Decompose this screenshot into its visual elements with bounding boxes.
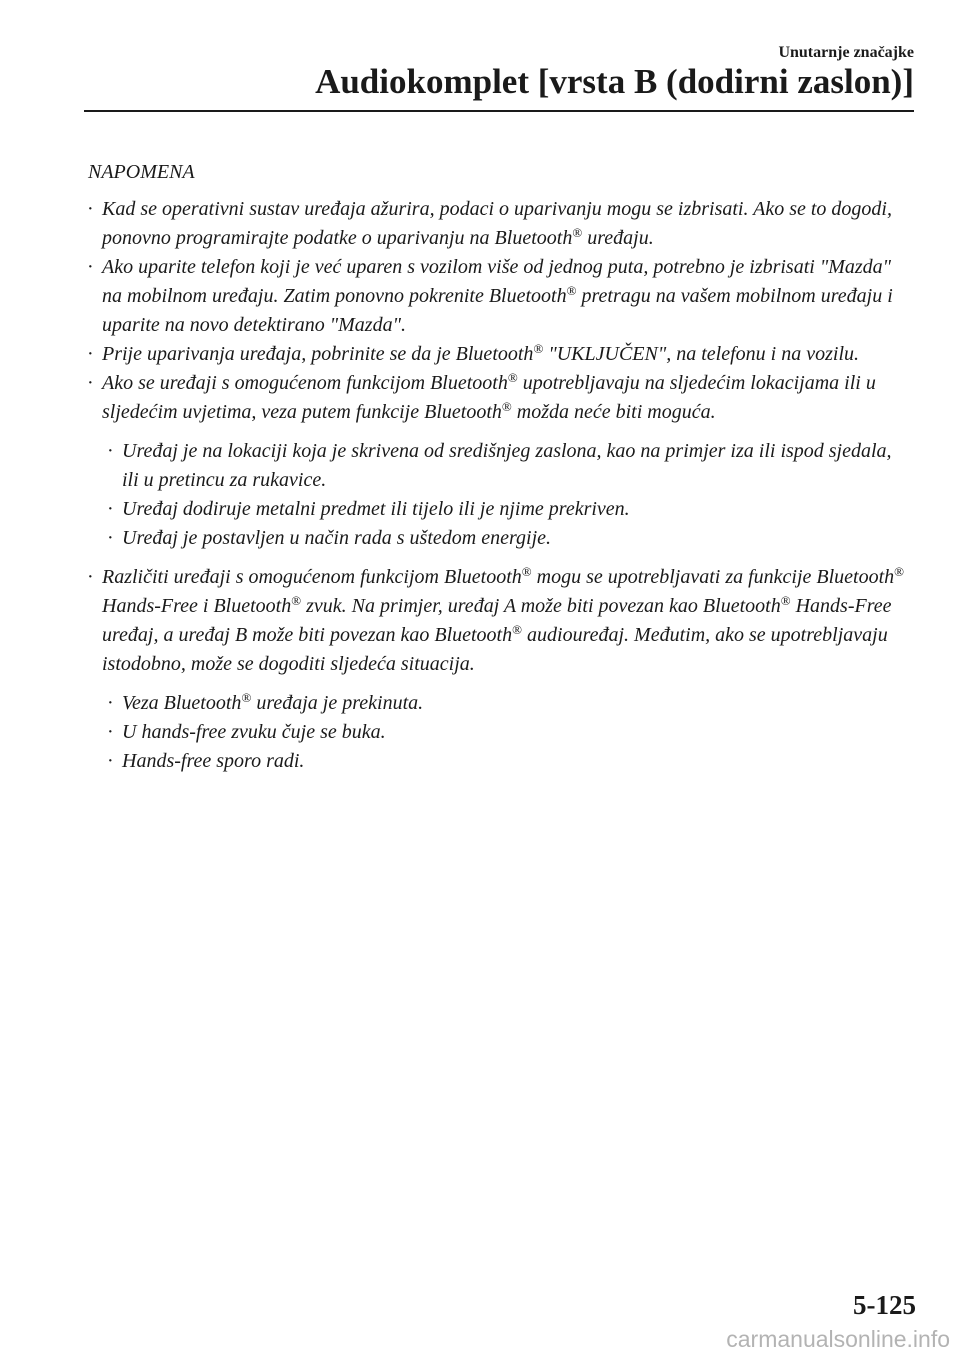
note-sub-list bbox=[84, 689, 908, 776]
section-label: Unutarnje značajke bbox=[778, 44, 914, 61]
text-segment: "UKLJUČEN", na telefonu i na vozilu. bbox=[543, 343, 860, 365]
registered-mark: ® bbox=[521, 564, 532, 579]
note-item bbox=[84, 253, 908, 340]
bullet-dot-icon: · bbox=[87, 372, 94, 394]
note-item-text bbox=[102, 198, 892, 249]
page-number: 5-125 bbox=[853, 1290, 916, 1320]
text-segment: Kad se operativni sustav uređaja ažurira, podaci o uparivanju mogu se izbrisati. Ako se to dogodi, ponovno programirajte podatke o uparivanju na Bluetooth bbox=[102, 198, 892, 249]
note-sub-item-text bbox=[122, 498, 630, 520]
note-sub-list bbox=[84, 437, 908, 553]
note-item bbox=[84, 369, 908, 427]
watermark: carmanualsonline.info bbox=[726, 1326, 950, 1352]
note-sub-item bbox=[104, 437, 908, 495]
bullet-dot-icon: · bbox=[87, 343, 94, 365]
text-segment: U hands-free zvuku čuje se buka. bbox=[122, 721, 386, 743]
registered-mark: ® bbox=[533, 341, 544, 356]
text-segment: Uređaj dodiruje metalni predmet ili tijelo ili je njime prekriven. bbox=[122, 498, 630, 520]
registered-mark: ® bbox=[572, 225, 583, 240]
registered-mark: ® bbox=[780, 593, 791, 608]
note-sub-item bbox=[104, 689, 908, 718]
text-segment: pretragu na vašem mobilnom uređaju i uparite na novo detektirano "Mazda". bbox=[102, 285, 893, 336]
registered-mark: ® bbox=[507, 370, 518, 385]
text-segment: uređaja je prekinuta. bbox=[251, 692, 424, 714]
bullet-dot-icon: · bbox=[107, 721, 114, 743]
note-item bbox=[84, 195, 908, 253]
registered-mark: ® bbox=[291, 593, 302, 608]
bullet-dot-icon: · bbox=[107, 527, 114, 549]
registered-mark: ® bbox=[566, 283, 577, 298]
text-segment: mogu se upotrebljavati za funkcije Bluetooth bbox=[531, 566, 895, 588]
text-segment: Hands-Free uređaj, a uređaj B može biti povezan kao Bluetooth bbox=[102, 595, 892, 646]
text-segment: Hands-free sporo radi. bbox=[122, 750, 305, 772]
text-segment: Prije uparivanja uređaja, pobrinite se da je Bluetooth bbox=[102, 343, 534, 365]
text-segment: upotrebljavaju na sljedećim lokacijama ili u sljedećim uvjetima, veza putem funkcije Bluetooth bbox=[102, 372, 876, 423]
chapter-title: Audiokomplet [vrsta B (dodirni zaslon)] bbox=[315, 62, 914, 101]
note-heading: NAPOMENA bbox=[88, 161, 195, 183]
note-item-text bbox=[102, 256, 893, 336]
text-segment: Hands-Free i Bluetooth bbox=[102, 595, 292, 617]
text-segment: Veza Bluetooth bbox=[122, 692, 242, 714]
note-item-text bbox=[102, 566, 904, 675]
note-sub-item bbox=[104, 495, 908, 524]
text-segment: Ako se uređaji s omogućenom funkcijom Bluetooth bbox=[102, 372, 508, 394]
note-list bbox=[84, 195, 908, 776]
registered-mark: ® bbox=[512, 622, 523, 637]
header-rule bbox=[84, 110, 914, 112]
text-segment: audiouređaj. Međutim, ako se upotrebljavaju istodobno, može se dogoditi sljedeća situacija. bbox=[102, 624, 888, 675]
note-section bbox=[84, 158, 908, 786]
bullet-dot-icon: · bbox=[87, 256, 94, 278]
text-segment: uređaju. bbox=[582, 227, 654, 249]
note-sub-item bbox=[104, 524, 908, 553]
text-segment: Različiti uređaji s omogućenom funkcijom Bluetooth bbox=[102, 566, 522, 588]
bullet-dot-icon: · bbox=[107, 498, 114, 520]
bullet-dot-icon: · bbox=[107, 440, 114, 462]
registered-mark: ® bbox=[894, 564, 905, 579]
text-segment: Uređaj je postavljen u način rada s uštedom energije. bbox=[122, 527, 552, 549]
note-sub-item-text bbox=[122, 750, 304, 772]
note-sub-item-text bbox=[122, 527, 551, 549]
note-item-text bbox=[102, 372, 876, 423]
note-sub-item bbox=[104, 718, 908, 747]
text-segment: Uređaj je na lokaciji koja je skrivena od središnjeg zaslona, kao na primjer iza ili ispod sjedala, ili u pretincu za rukavice. bbox=[122, 440, 892, 491]
text-segment: zvuk. Na primjer, uređaj A može biti povezan kao Bluetooth bbox=[301, 595, 781, 617]
bullet-dot-icon: · bbox=[87, 198, 94, 220]
note-sub-item-text bbox=[122, 721, 386, 743]
registered-mark: ® bbox=[501, 399, 512, 414]
note-item bbox=[84, 563, 908, 679]
text-segment: Ako uparite telefon koji je već uparen s vozilom više od jednog puta, potrebno je izbrisati "Mazda" na mobilnom uređaju. Zatim ponovno pokrenite Bluetooth bbox=[102, 256, 892, 307]
note-sub-item bbox=[104, 747, 908, 776]
note-item bbox=[84, 340, 908, 369]
bullet-dot-icon: · bbox=[87, 566, 94, 588]
bullet-dot-icon: · bbox=[107, 750, 114, 772]
registered-mark: ® bbox=[241, 690, 252, 705]
bullet-dot-icon: · bbox=[107, 692, 114, 714]
note-item-text bbox=[102, 343, 859, 365]
note-sub-item-text bbox=[122, 692, 423, 714]
text-segment: možda neće biti moguća. bbox=[511, 401, 716, 423]
note-sub-item-text bbox=[122, 440, 892, 491]
